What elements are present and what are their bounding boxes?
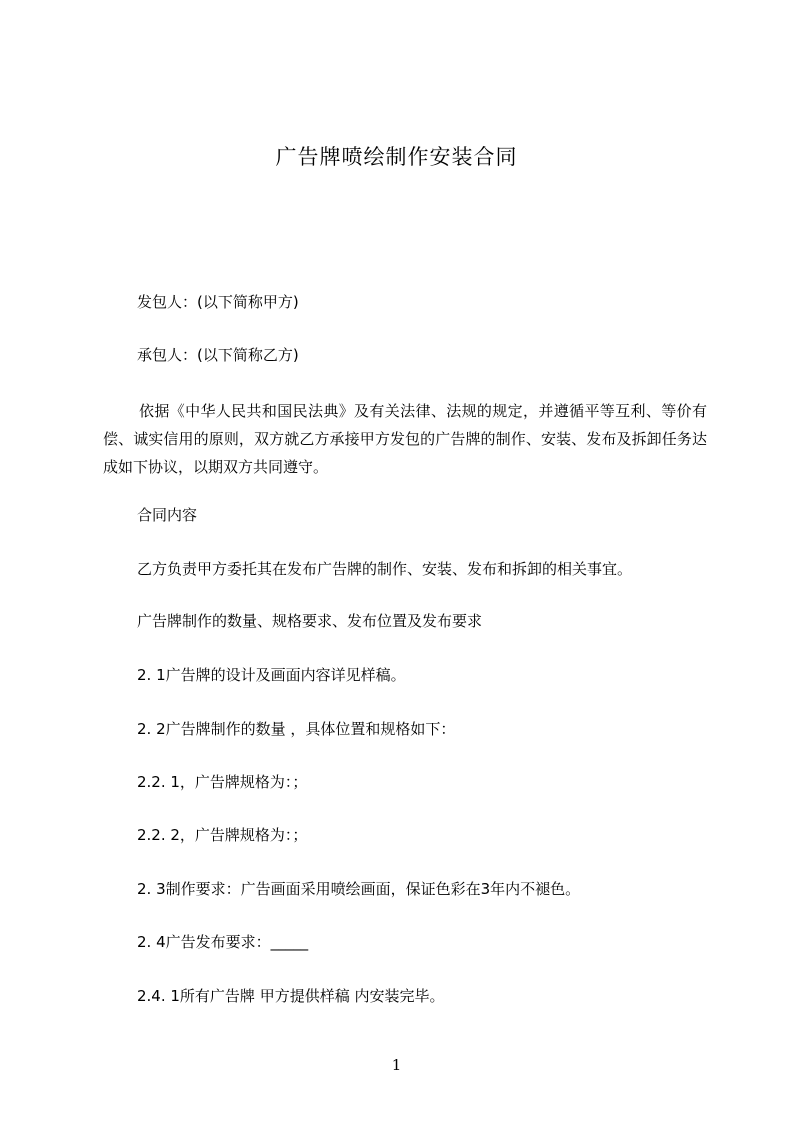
party-a-line: 发包人：(以下简称甲方): [137, 293, 299, 311]
party-b-line: 承包人：(以下简称乙方): [137, 346, 299, 364]
page-number: 1: [391, 1056, 402, 1074]
clause-2-2-1: 2.2. 1，广告牌规格为：；: [137, 773, 308, 791]
clause-item-2-heading: 广告牌制作的数量、规格要求、发布位置及发布要求: [137, 612, 483, 630]
clause-2-2: 2. 2广告牌制作的数量 ，具体位置和规格如下：: [137, 720, 456, 738]
clause-item-1: 乙方负责甲方委托其在发布广告牌的制作、安装、发布和拆卸的相关事宜。: [137, 560, 633, 578]
preamble-paragraph: 依据《中华人民共和国民法典》及有关法律、法规的规定，并遵循平等互利、等价有偿、诚实信用的原则，双方就乙方承接甲方发包的广告牌的制作、安装、发布及拆卸任务达成如下协议，以期双方共同遵守。: [103, 402, 707, 476]
clause-2-1: 2. 1广告牌的设计及画面内容详见样稿。: [137, 666, 406, 684]
clause-2-4: 2. 4广告发布要求：_____: [137, 933, 309, 951]
document-title: 广告牌喷绘制作安装合同: [275, 145, 518, 169]
clause-2-4-1: 2.4. 1所有广告牌 甲方提供样稿 内安装完毕。: [137, 987, 445, 1005]
section-heading: 合同内容: [137, 506, 198, 524]
clause-2-2-2: 2.2. 2，广告牌规格为：；: [137, 826, 308, 844]
clause-2-3: 2. 3制作要求：广告画面采用喷绘画面，保证色彩在3年内不褪色。: [137, 880, 581, 898]
